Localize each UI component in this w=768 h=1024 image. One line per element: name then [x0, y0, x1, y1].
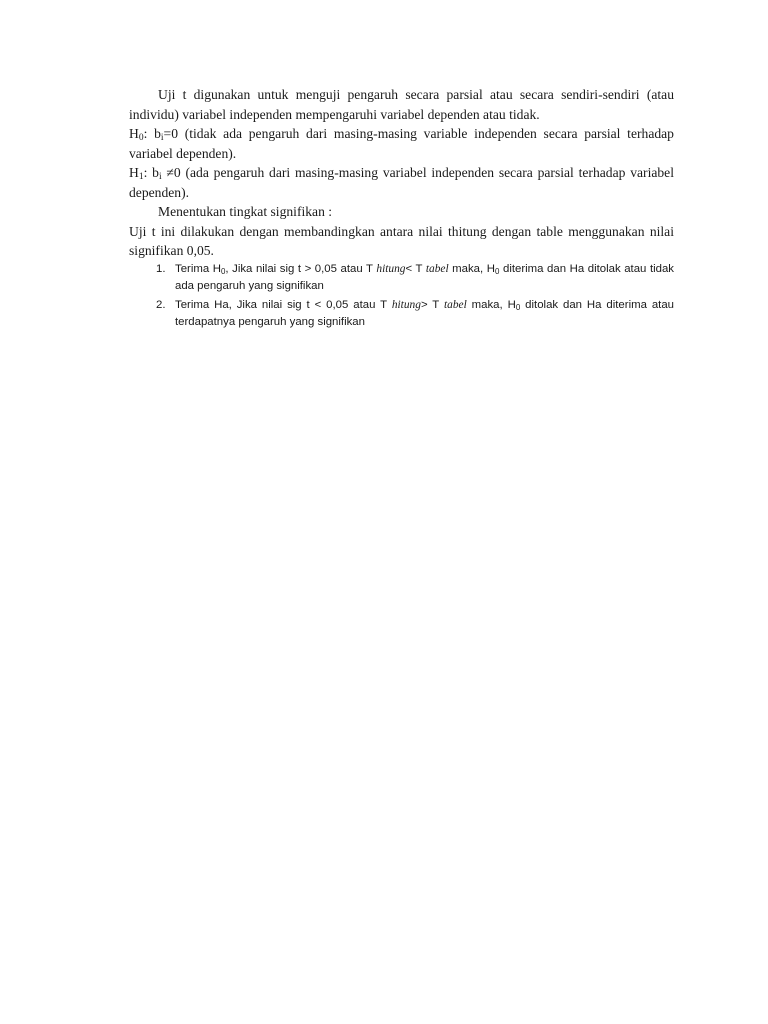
list-subscript: 0 [515, 302, 521, 312]
list-number: 1. [156, 262, 166, 275]
paragraph-uji: Uji t ini dilakukan dengan membandingkan antara nilai thitung dengan table menggunakan nilai signifikan 0,05. [129, 223, 674, 258]
paragraph-signifikan: Menentukan tingkat signifikan : [158, 204, 333, 219]
h1-text: ≠0 (ada pengaruh dari masing-masing variabel independen secara parsial terhadap variabel dependen). [129, 165, 674, 200]
list-subscript: 0 [220, 266, 226, 276]
h1-label: H [129, 165, 139, 180]
criteria-list [129, 261, 674, 331]
document-page [129, 85, 674, 333]
h0-subscript: 0 [138, 133, 144, 143]
h0-label: H [129, 126, 139, 141]
hypothesis-h1 [129, 163, 674, 202]
list-text: ditolak dan Ha diterima atau terdapatnya pengaruh yang signifikan [175, 298, 675, 328]
list-text: > T [420, 298, 444, 311]
list-text: < T [405, 262, 426, 275]
list-number: 2. [156, 298, 166, 311]
list-text: Terima H [175, 262, 221, 275]
hypothesis-h0 [129, 124, 674, 163]
list-italic: tabel [443, 298, 467, 311]
list-text: maka, H [448, 262, 495, 275]
list-text: Terima Ha, Jika nilai sig t < 0,05 atau T [175, 298, 392, 311]
list-italic: tabel [425, 262, 449, 275]
h0-b-subscript: i [160, 133, 164, 143]
paragraph-intro: Uji t digunakan untuk menguji pengaruh secara parsial atau secara sendiri-sendiri (atau individu) variabel independen mempengaruhi variabel dependen atau tidak. [129, 87, 674, 122]
list-item [129, 261, 674, 295]
h0-text: =0 (tidak ada pengaruh dari masing-masing variable independen secara parsial terhadap variabel dependen). [129, 126, 674, 161]
list-text: maka, H [466, 298, 516, 311]
h0-colon: : b [143, 126, 161, 141]
list-italic: hitung [376, 262, 406, 275]
h1-b-subscript: i [158, 172, 162, 182]
list-text: diterima dan Ha ditolak atau tidak ada pengaruh yang signifikan [175, 262, 675, 292]
list-text: , Jika nilai sig t > 0,05 atau T [225, 262, 377, 275]
list-italic: hitung [391, 298, 421, 311]
list-item [129, 297, 674, 331]
list-subscript: 0 [494, 266, 500, 276]
h1-colon: : b [143, 165, 159, 180]
h1-subscript: 1 [138, 172, 144, 182]
